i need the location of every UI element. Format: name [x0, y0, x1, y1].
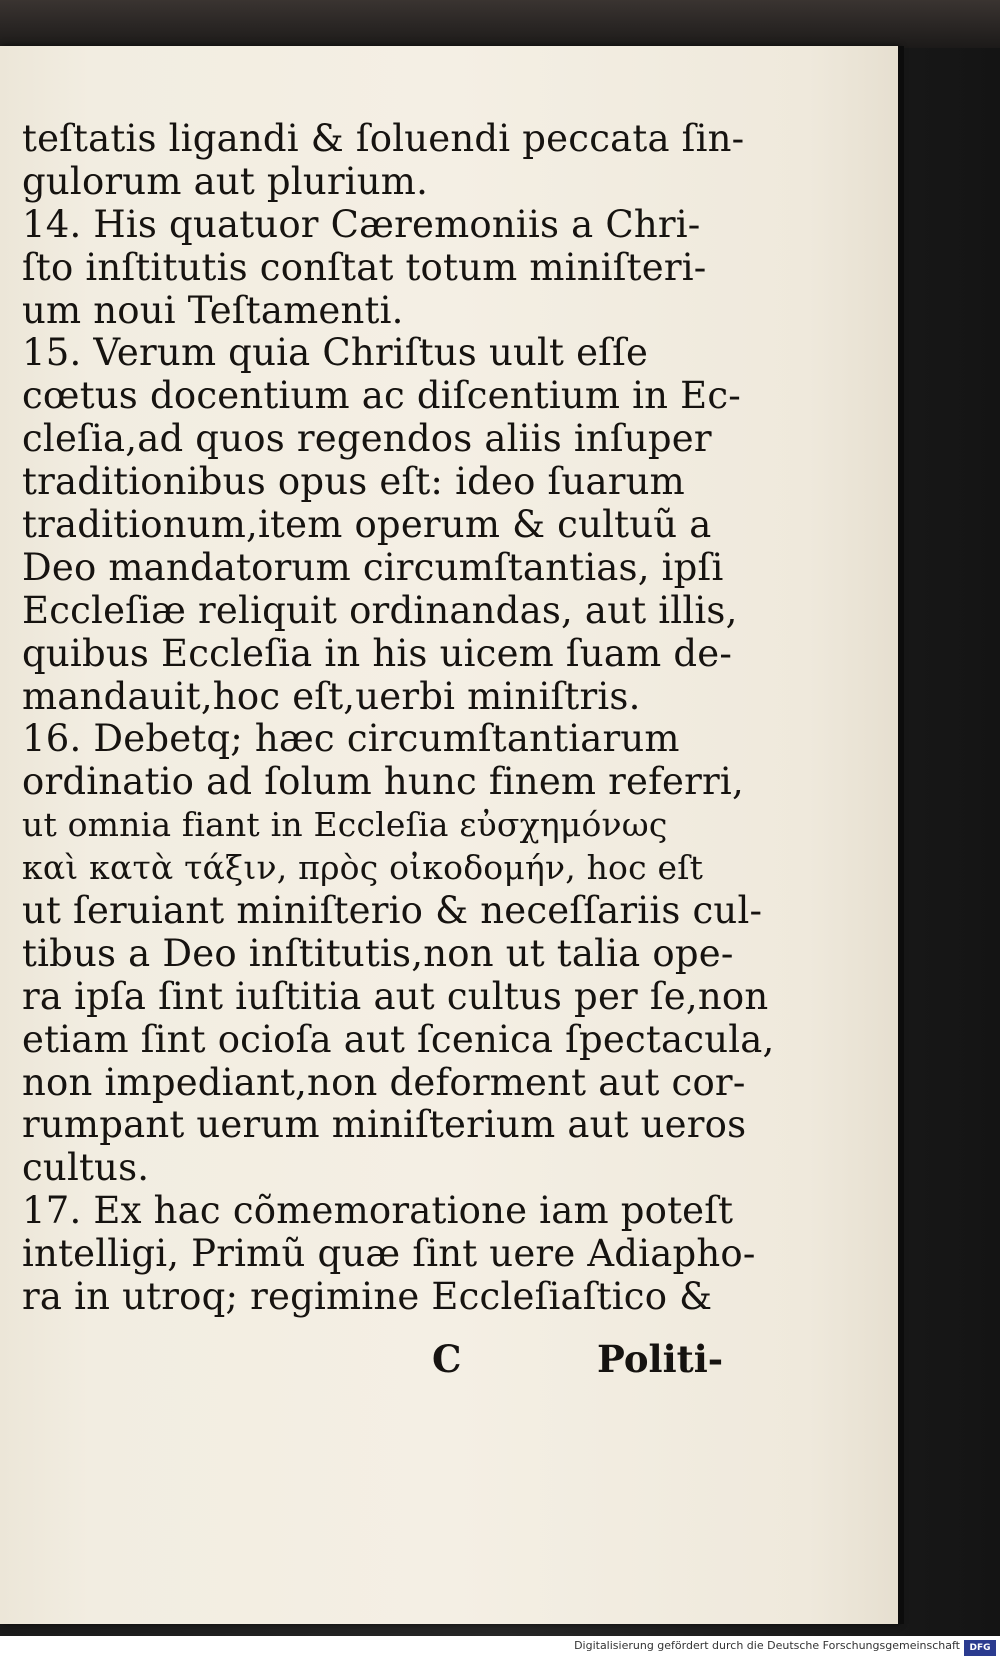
text-line: intelligi, Primũ quæ ſint uere Adiapho-: [22, 1232, 756, 1276]
page-footer: [22, 1338, 722, 1380]
credit-text: Digitalisierung gefördert durch die Deutsche Forschungsgemeinschaft: [574, 1639, 960, 1652]
catchword: Politi-: [597, 1337, 724, 1381]
text-line: ſto inſtitutis conſtat totum miniſteri-: [22, 245, 707, 289]
text-line: 16. Debetq; hæc circumſtantiarum: [22, 717, 680, 761]
text-line: ra in utroq; regimine Eccleſiaſtico &: [22, 1275, 713, 1319]
text-line: cleſia,ad quos regendos aliis inſuper: [22, 417, 712, 461]
page-text-block: [22, 117, 775, 1319]
text-line: um noui Teſtamenti.: [22, 288, 404, 332]
text-line: ut omnia fiant in Eccleſia εὐσχημόνως: [22, 805, 668, 845]
text-line: Deo mandatorum circumſtantias, ipſi: [22, 545, 724, 589]
text-line: ordinatio ad ſolum hunc finem referri,: [22, 760, 744, 804]
text-line: cœtus docentium ac diſcentium in Ec-: [22, 374, 741, 418]
text-line: rumpant uerum miniſterium aut ueros: [22, 1103, 747, 1147]
text-line: Eccleſiæ reliquit ordinandas, aut illis,: [22, 588, 738, 632]
top-edge-strip: [0, 0, 1000, 48]
text-line: etiam ſint ocioſa aut ſcenica ſpectacula,: [22, 1017, 775, 1061]
text-line: καὶ κατὰ τάξιν, πρὸς οἰκοδομήν, hoc eſt: [22, 848, 704, 888]
text-line: non impediant,non deforment aut cor-: [22, 1060, 746, 1104]
text-line: traditionum,item operum & cultuũ a: [22, 503, 712, 547]
text-line: tibus a Deo inſtitutis,non ut talia ope-: [22, 931, 734, 975]
text-line: mandauit,hoc eſt,uerbi miniſtris.: [22, 674, 641, 718]
text-line: cultus.: [22, 1146, 150, 1190]
text-line: 14. His quatuor Cæremoniis a Chri-: [22, 202, 701, 246]
text-line: teſtatis ligandi & ſoluendi peccata ſin-: [22, 117, 745, 160]
credit-bar: [0, 1636, 1000, 1660]
dfg-logo: DFG: [964, 1640, 996, 1656]
text-line: gulorum aut plurium.: [22, 159, 429, 203]
text-line: 15. Verum quia Chriſtus uult eſſe: [22, 331, 649, 375]
signature-mark: C: [432, 1337, 462, 1381]
text-line: 17. Ex hac cõmemoratione iam poteſt: [22, 1189, 734, 1233]
text-line: quibus Eccleſia in his uicem ſuam de-: [22, 631, 733, 675]
text-line: ra ipſa ſint iuſtitia aut cultus per ſe,non: [22, 974, 769, 1018]
page-edge-shadow: [898, 46, 904, 1624]
text-line: traditionibus opus eſt: ideo ſuarum: [22, 460, 685, 504]
text-line: ut ſeruiant miniſterio & neceſſariis cul-: [22, 889, 763, 933]
